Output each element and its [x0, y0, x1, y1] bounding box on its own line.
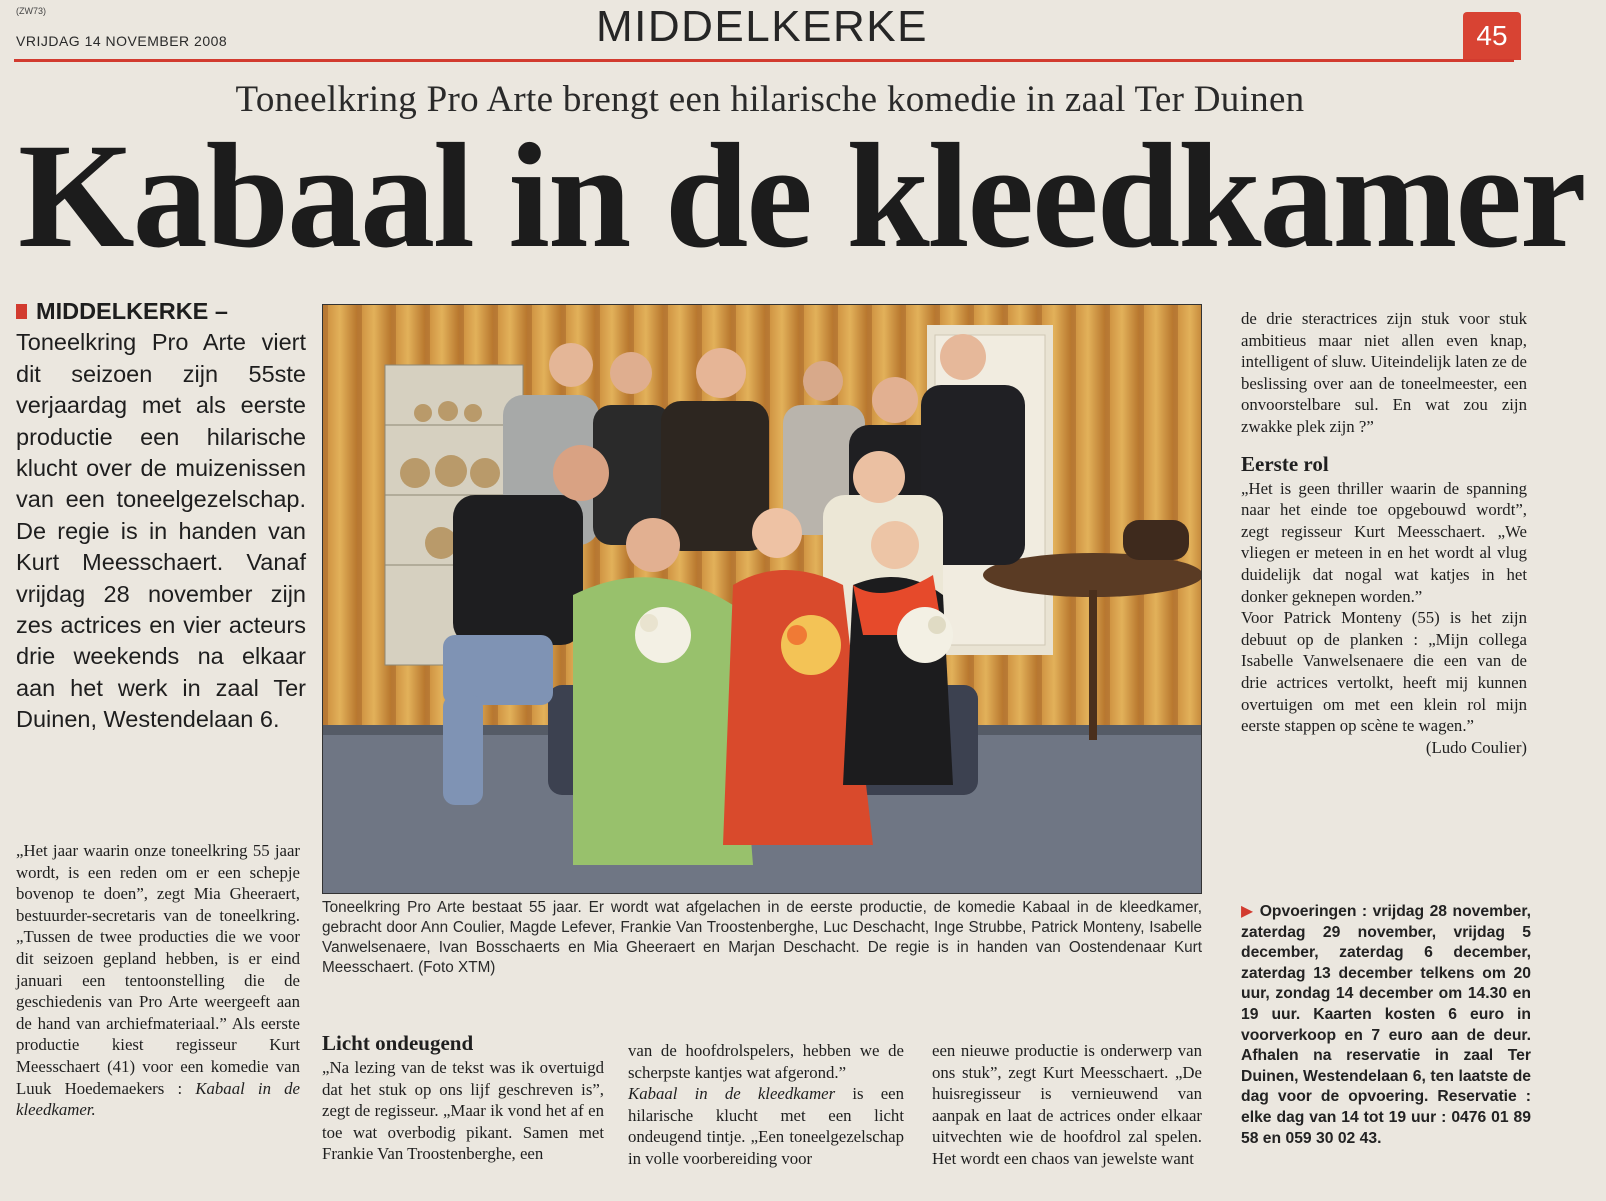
masthead-rule	[14, 59, 1514, 62]
page-number-badge: 45	[1463, 12, 1521, 60]
body-column-2	[322, 1031, 604, 1165]
info-label: Opvoeringen :	[1259, 903, 1368, 920]
body-text: „Het jaar waarin onze toneelkring 55 jaar wordt, is een reden om er een schepje bovenop te doen”, zegt Mia Gheeraert, bestuurder-secretaris van de toneelkring. „Tussen de twee producties die we voor dit seizoen gepland hebben, is er eind januari een tentoonstelling die de geschiedenis van Pro Arte weergeeft aan de hand van archiefmateriaal.” Als eerste productie kiest regisseur Kurt Meesschaert (41) voor een komedie van Luuk Hoedemaekers :	[16, 841, 300, 1098]
body-paragraph: „Het is geen thriller waarin de spanning naar het einde toe opgebouwd wordt”, zegt regisseur Kurt Meesschaert. „We vliegen er meteen in en het wordt al vlug duidelijk dat nogal wat katjes in het donker geknepen worden.”	[1241, 478, 1527, 606]
subhead-eerste-rol: Eerste rol	[1241, 451, 1329, 476]
body-text: is een hilarische klucht met een licht ondeugend tintje. „Een toneelgezelschap in volle voorbereiding voor	[628, 1084, 904, 1168]
subhead-licht-ondeugend: Licht ondeugend	[322, 1031, 474, 1055]
cast-photo	[322, 304, 1202, 894]
dateline	[16, 296, 306, 327]
info-arrow-icon: ▶	[1241, 903, 1260, 920]
body-column-3	[628, 1040, 904, 1170]
body-column-4	[932, 1040, 1202, 1170]
article-lead	[16, 296, 306, 736]
body-paragraph	[628, 1083, 904, 1169]
body-column-5	[1241, 308, 1527, 758]
body-paragraph: een nieuwe productie is onderwerp van ons stuk”, zegt Kurt Meesschaert. „De huisregisseur is vernieuwend van aanpak en laat de actrices onder elkaar uitvechten wie de hoofdrol zal spelen. Het wordt een chaos van jewelste want	[932, 1041, 1202, 1168]
byline: (Ludo Coulier)	[1425, 737, 1527, 757]
body-paragraph: „Na lezing van de tekst was ik overtuigd dat het stuk op ons lijf geschreven is”, zegt de regisseur. „Maar ik vond het af en toe wat overbodig pikant. Samen met Frankie Van Troostenberghe, een	[322, 1058, 604, 1164]
lead-text: Toneelkring Pro Arte viert dit seizoen zijn 55ste verjaardag met als eerste productie een hilarische klucht over de muizenissen van een toneelgezelschap. De regie is in handen van Kurt Meesschaert. Vanaf vrijdag 28 november zijn zes actrices en vier acteurs drie weekends na elkaar aan het werk in zaal Ter Duinen, Westendelaan 6.	[16, 329, 306, 733]
body-column-1	[16, 840, 300, 1121]
body-paragraph	[16, 840, 300, 1121]
edition-code: (ZW73)	[16, 6, 46, 16]
play-title-em: Kabaal in de kleedkamer.	[16, 1078, 300, 1120]
article-kicker: Toneelkring Pro Arte brengt een hilarische komedie in zaal Ter Duinen	[235, 79, 1305, 120]
info-text: vrijdag 28 november, zaterdag 29 november, vrijdag 5 december, zaterdag 6 december, zaterdag 13 december telkens om 20 uur, zondag 14 december om 14.30 en 19 uur. Kaarten kosten 6 euro in voorverkoop en 7 euro aan de deur. Afhalen na reservatie in zaal Ter Duinen, Westendelaan 6, ten laatste de dag voor de opvoering. Reservatie : elke dag van 14 tot 19 uur : 0476 01 89 58 en 059 30 02 43.	[1241, 903, 1531, 1147]
body-paragraph: de drie steractrices zijn stuk voor stuk ambitieus maar niet allen even knap, intelligent of sluw. Uiteindelijk laten ze de beslissing over aan de toneelmeester, een onvoorstelbare sul. En wat zou zijn zwakke plek zijn ?”	[1241, 309, 1527, 436]
article-headline: Kabaal in de kleedkamer	[18, 113, 1585, 279]
photo-caption: Toneelkring Pro Arte bestaat 55 jaar. Er wordt wat afgelachen in de eerste productie, de komedie Kabaal in de kleedkamer, gebracht door Ann Coulier, Magde Lefever, Frankie Van Troostenberghe, Luc Deschacht, Inge Strubbe, Patrick Monteny, Isabelle Vanwelsenaere, Ivan Bosschaerts en Mia Gheeraert en Marjan Deschacht. De regie is in handen van Oostendenaar Kurt Meesschaert. (Foto XTM)	[322, 899, 1202, 976]
dateline-text: MIDDELKERKE –	[36, 298, 228, 324]
body-paragraph: Voor Patrick Monteny (55) is het zijn debuut op de planken : „Mijn collega Isabelle Vanwelsenaere die een van de drie actrices vertolkt, heeft mij kunnen overtuigen om met een klein rol mijn eerste stappen op scène te wagen.”	[1241, 608, 1527, 736]
play-title-em: Kabaal in de kleedkamer	[628, 1084, 836, 1104]
performance-info	[1241, 902, 1531, 1149]
section-title: MIDDELKERKE	[596, 2, 928, 51]
body-paragraph: van de hoofdrolspelers, hebben we de scherpste kantjes wat afgerond.”	[628, 1041, 904, 1082]
publication-date: VRIJDAG 14 NOVEMBER 2008	[16, 33, 228, 49]
dateline-marker	[16, 304, 27, 319]
